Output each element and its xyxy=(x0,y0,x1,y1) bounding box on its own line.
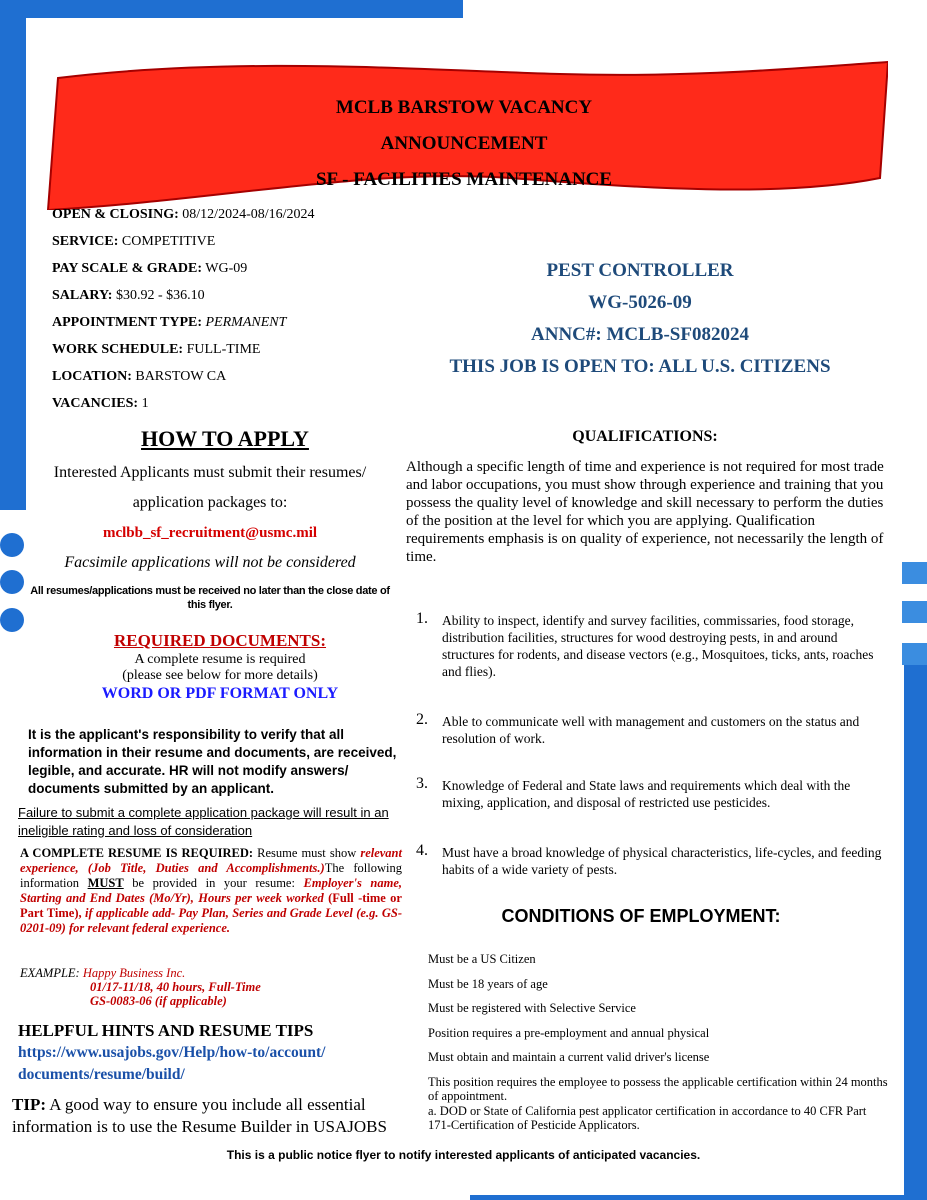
fax-note: Facsimile applications will not be considered xyxy=(64,554,356,571)
apply-instruction-line-2: application packages to: xyxy=(132,494,288,511)
info-location: LOCATION: BARSTOW CA xyxy=(52,369,227,384)
failure-notice: Failure to submit a complete application package will result in an ineligible rating and loss of consideration xyxy=(18,805,389,838)
info-appointment: APPOINTMENT TYPE: PERMANENT xyxy=(52,315,287,330)
resume-tips-section xyxy=(18,1020,408,1086)
blue-square-icon xyxy=(902,601,927,623)
required-documents-line-1: A complete resume is required xyxy=(134,652,306,667)
blue-square-icon xyxy=(902,562,927,584)
banner-line-3: SF - FACILITIES MAINTENANCE xyxy=(315,169,613,190)
banner-line-1: MCLB BARSTOW VACANCY xyxy=(335,97,593,118)
usajobs-resume-link[interactable]: https://www.usajobs.gov/Help/how-to/account/ documents/resume/build/ xyxy=(18,1044,326,1083)
resume-tips-title: HELPFUL HINTS AND RESUME TIPS xyxy=(18,1021,314,1040)
title-banner xyxy=(40,60,888,210)
condition-item: Must be registered with Selective Service xyxy=(428,1001,636,1015)
frame-inner-gap xyxy=(26,18,463,26)
qualifications-section xyxy=(406,426,884,566)
job-series: WG-5026-09 xyxy=(588,292,692,313)
qualification-item: 4. Must have a broad knowledge of physical characteristics, life-cycles, and feeding habits of a wide variety of pests. xyxy=(416,842,882,877)
qualification-item: 1. Ability to inspect, identify and survey facilities, commissaries, food storage, distribution facilities, structures for wood destroying pests, in and around structures for rodents, and disease vectors (e.g., Mosquitoes, ticks, ants, roaches and flies). xyxy=(416,610,874,679)
how-to-apply-section xyxy=(0,426,420,612)
info-service: SERVICE: COMPETITIVE xyxy=(52,234,216,249)
info-open-closing: OPEN & CLOSING: 08/12/2024-08/16/2024 xyxy=(52,207,315,222)
how-to-apply-title: HOW TO APPLY xyxy=(141,426,309,451)
info-schedule: WORK SCHEDULE: FULL-TIME xyxy=(52,342,261,357)
public-notice-footer: This is a public notice flyer to notify interested applicants of anticipated vacancies. xyxy=(226,1148,701,1162)
apply-instruction-line-1: Interested Applicants must submit their resumes/ xyxy=(53,464,367,481)
frame-right-bar xyxy=(904,660,927,1200)
job-info-list xyxy=(52,206,412,422)
banner-line-2: ANNOUNCEMENT xyxy=(380,133,548,154)
format-requirement: WORD OR PDF FORMAT ONLY xyxy=(101,685,339,702)
info-salary: SALARY: $30.92 - $36.10 xyxy=(52,288,205,303)
qualifications-title: QUALIFICATIONS: xyxy=(572,428,718,445)
condition-item: Must obtain and maintain a current valid driver's license xyxy=(428,1050,710,1064)
conditions-title: CONDITIONS OF EMPLOYMENT: xyxy=(501,906,781,926)
job-title-block xyxy=(400,255,880,383)
required-documents-section xyxy=(30,630,410,704)
required-documents-line-2: (please see below for more details) xyxy=(122,668,318,683)
tip-text: TIP: A good way to ensure you include all essential information is to use the Resume Builder in USAJOBS xyxy=(12,1095,387,1136)
frame-bottom-bar xyxy=(470,1195,927,1200)
condition-item: Must be 18 years of age xyxy=(428,977,548,991)
condition-item: This position requires the employee to possess the applicable certification within 24 months of appointment. xyxy=(428,1075,888,1103)
deadline-note: All resumes/applications must be received no later than the close date of this flyer. xyxy=(30,585,390,611)
blue-square-icon xyxy=(902,643,927,665)
announcement-number: ANNC#: MCLB-SF082024 xyxy=(531,324,749,345)
qualification-item: 2. Able to communicate well with management and customers on the status and resolution of work. xyxy=(416,711,860,746)
info-vacancies: VACANCIES: 1 xyxy=(52,396,149,411)
open-to: THIS JOB IS OPEN TO: ALL U.S. CITIZENS xyxy=(449,356,831,377)
condition-item: Position requires a pre-employment and annual physical xyxy=(428,1026,710,1040)
applicant-responsibility: It is the applicant's responsibility to verify that all information in their resume and documents, are received, legible, and accurate. HR will not modify answers/ documents submitted by an applicant. xyxy=(28,727,397,796)
condition-item: a. DOD or State of California pest applicator certification in accordance to 40 CFR Part 171-Certification of Pesticide Applicators. xyxy=(428,1104,867,1132)
qualification-item: 3. Knowledge of Federal and State laws and requirements which deal with the mixing, application, and disposal of restricted use pesticides. xyxy=(416,775,851,810)
resume-example: EXAMPLE: Happy Business Inc. 01/17-11/18, 40 hours, Full-Time GS-0083-06 (if applicable) xyxy=(20,966,261,1008)
required-documents-title: REQUIRED DOCUMENTS: xyxy=(113,631,327,650)
info-pay-scale: PAY SCALE & GRADE: WG-09 xyxy=(52,261,248,276)
job-title: PEST CONTROLLER xyxy=(546,260,734,281)
condition-item: Must be a US Citizen xyxy=(428,952,536,966)
qualifications-paragraph: Although a specific length of time and experience is not required for most trade and labor occupations, you must show through experience and training that you possess the quality level of knowledge and skill necessary to perform the duties of the position at the level for which you are applying. Qualification requirements emphasis is on quality of experience, not necessarily the length of time. xyxy=(406,459,884,565)
resume-requirements: A COMPLETE RESUME IS REQUIRED: Resume must show relevant experience, (Job Title, Duties and Accomplishments.)The following information MUST be provided in your resume: Employer's name, Starting and End Dates (Mo/Yr), Hours per week worked (Full -time or Part Time), if applicable add- Pay Plan, Series and Grade Level (e.g. GS-0201-09) for relevant federal experience. xyxy=(20,846,403,935)
recruitment-email-link[interactable]: mclbb_sf_recruitment@usmc.mil xyxy=(102,525,318,541)
